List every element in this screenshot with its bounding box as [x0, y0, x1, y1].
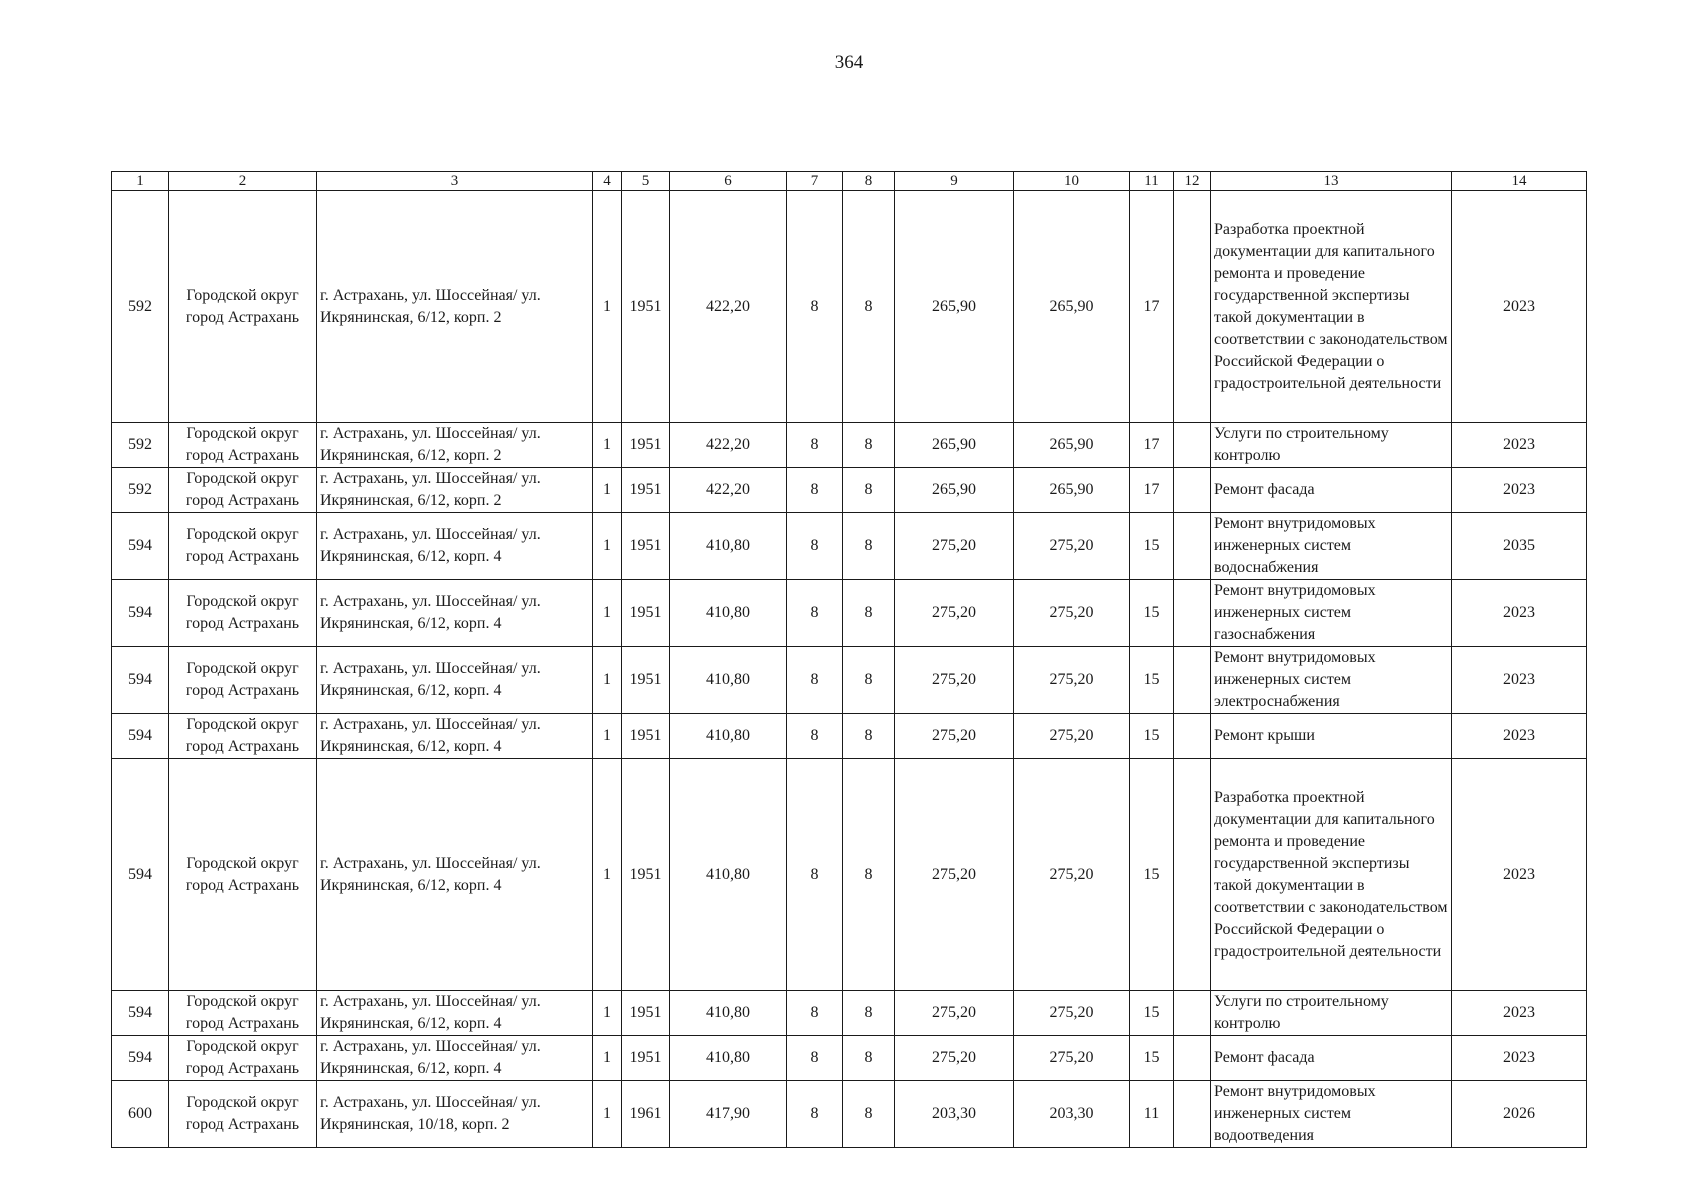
col11-cell: 15	[1130, 647, 1174, 714]
col8-cell: 8	[843, 191, 895, 423]
col-header-4: 4	[593, 172, 622, 191]
municipality-cell: Городской округ город Астрахань	[169, 1081, 317, 1148]
col7-cell: 8	[787, 759, 843, 991]
year-cell: 1951	[622, 759, 670, 991]
col12-cell	[1174, 1036, 1211, 1081]
col9-cell: 275,20	[895, 1036, 1014, 1081]
col6-cell: 410,80	[670, 513, 787, 580]
address-cell: г. Астрахань, ул. Шоссейная/ ул. Икрянинская, 10/18, корп. 2	[317, 1081, 593, 1148]
col8-cell: 8	[843, 423, 895, 468]
col12-cell	[1174, 513, 1211, 580]
plan-year-cell: 2023	[1452, 1036, 1587, 1081]
col10-cell: 275,20	[1014, 647, 1130, 714]
row-number: 592	[112, 191, 169, 423]
row-number: 594	[112, 513, 169, 580]
col12-cell	[1174, 647, 1211, 714]
year-cell: 1951	[622, 580, 670, 647]
row-number: 594	[112, 580, 169, 647]
col9-cell: 203,30	[895, 1081, 1014, 1148]
col-header-9: 9	[895, 172, 1014, 191]
col6-cell: 422,20	[670, 468, 787, 513]
plan-year-cell: 2023	[1452, 991, 1587, 1036]
row-number: 594	[112, 647, 169, 714]
work-type-cell: Разработка проектной документации для капитального ремонта и проведение государственной экспертизы такой документации в соответствии с законодательством Российской Федерации о градостроительной деятельности	[1211, 759, 1452, 991]
col8-cell: 8	[843, 1081, 895, 1148]
table-row	[112, 1081, 1587, 1148]
address-cell: г. Астрахань, ул. Шоссейная/ ул. Икрянинская, 6/12, корп. 2	[317, 191, 593, 423]
col-header-11: 11	[1130, 172, 1174, 191]
table-row	[112, 468, 1587, 513]
year-cell: 1951	[622, 468, 670, 513]
work-type-cell: Ремонт внутридомовых инженерных систем электроснабжения	[1211, 647, 1452, 714]
col7-cell: 8	[787, 513, 843, 580]
col4-cell: 1	[593, 1036, 622, 1081]
col10-cell: 203,30	[1014, 1081, 1130, 1148]
col11-cell: 15	[1130, 714, 1174, 759]
col11-cell: 17	[1130, 423, 1174, 468]
col-header-13: 13	[1211, 172, 1452, 191]
work-type-cell: Ремонт внутридомовых инженерных систем водоотведения	[1211, 1081, 1452, 1148]
year-cell: 1961	[622, 1081, 670, 1148]
col4-cell: 1	[593, 580, 622, 647]
col6-cell: 422,20	[670, 423, 787, 468]
year-cell: 1951	[622, 423, 670, 468]
col8-cell: 8	[843, 1036, 895, 1081]
capital-repair-table	[111, 171, 1587, 1148]
year-cell: 1951	[622, 1036, 670, 1081]
address-cell: г. Астрахань, ул. Шоссейная/ ул. Икрянинская, 6/12, корп. 4	[317, 580, 593, 647]
header-row	[112, 172, 1587, 191]
col11-cell: 15	[1130, 580, 1174, 647]
table-row	[112, 580, 1587, 647]
row-number: 600	[112, 1081, 169, 1148]
col-header-5: 5	[622, 172, 670, 191]
col4-cell: 1	[593, 647, 622, 714]
col11-cell: 15	[1130, 759, 1174, 991]
work-type-cell: Разработка проектной документации для капитального ремонта и проведение государственной экспертизы такой документации в соответствии с законодательством Российской Федерации о градостроительной деятельности	[1211, 191, 1452, 423]
col10-cell: 275,20	[1014, 714, 1130, 759]
col6-cell: 410,80	[670, 1036, 787, 1081]
page-number: 364	[834, 52, 864, 73]
col7-cell: 8	[787, 423, 843, 468]
col6-cell: 410,80	[670, 647, 787, 714]
row-number: 594	[112, 991, 169, 1036]
row-number: 594	[112, 1036, 169, 1081]
col8-cell: 8	[843, 759, 895, 991]
col10-cell: 275,20	[1014, 759, 1130, 991]
col6-cell: 410,80	[670, 580, 787, 647]
municipality-cell: Городской округ город Астрахань	[169, 423, 317, 468]
col-header-12: 12	[1174, 172, 1211, 191]
col8-cell: 8	[843, 580, 895, 647]
row-number: 592	[112, 468, 169, 513]
municipality-cell: Городской округ город Астрахань	[169, 1036, 317, 1081]
col10-cell: 265,90	[1014, 468, 1130, 513]
work-type-cell: Ремонт крыши	[1211, 714, 1452, 759]
address-cell: г. Астрахань, ул. Шоссейная/ ул. Икрянинская, 6/12, корп. 4	[317, 759, 593, 991]
row-number: 594	[112, 714, 169, 759]
work-type-cell: Ремонт внутридомовых инженерных систем водоснабжения	[1211, 513, 1452, 580]
col11-cell: 15	[1130, 1036, 1174, 1081]
col8-cell: 8	[843, 991, 895, 1036]
col12-cell	[1174, 423, 1211, 468]
plan-year-cell: 2023	[1452, 580, 1587, 647]
col7-cell: 8	[787, 1036, 843, 1081]
municipality-cell: Городской округ город Астрахань	[169, 513, 317, 580]
col-header-8: 8	[843, 172, 895, 191]
col11-cell: 15	[1130, 513, 1174, 580]
col-header-7: 7	[787, 172, 843, 191]
col10-cell: 275,20	[1014, 513, 1130, 580]
col7-cell: 8	[787, 714, 843, 759]
municipality-cell: Городской округ город Астрахань	[169, 580, 317, 647]
col9-cell: 275,20	[895, 759, 1014, 991]
col4-cell: 1	[593, 714, 622, 759]
col9-cell: 275,20	[895, 513, 1014, 580]
col12-cell	[1174, 191, 1211, 423]
address-cell: г. Астрахань, ул. Шоссейная/ ул. Икрянинская, 6/12, корп. 4	[317, 647, 593, 714]
col12-cell	[1174, 1081, 1211, 1148]
address-cell: г. Астрахань, ул. Шоссейная/ ул. Икрянинская, 6/12, корп. 2	[317, 468, 593, 513]
col9-cell: 265,90	[895, 468, 1014, 513]
col7-cell: 8	[787, 991, 843, 1036]
col12-cell	[1174, 759, 1211, 991]
col6-cell: 410,80	[670, 714, 787, 759]
col-header-14: 14	[1452, 172, 1587, 191]
plan-year-cell: 2023	[1452, 714, 1587, 759]
col-header-6: 6	[670, 172, 787, 191]
col9-cell: 275,20	[895, 580, 1014, 647]
col4-cell: 1	[593, 423, 622, 468]
year-cell: 1951	[622, 191, 670, 423]
col8-cell: 8	[843, 714, 895, 759]
table-row	[112, 423, 1587, 468]
col7-cell: 8	[787, 468, 843, 513]
col9-cell: 275,20	[895, 991, 1014, 1036]
col12-cell	[1174, 714, 1211, 759]
year-cell: 1951	[622, 714, 670, 759]
col11-cell: 11	[1130, 1081, 1174, 1148]
address-cell: г. Астрахань, ул. Шоссейная/ ул. Икрянинская, 6/12, корп. 2	[317, 423, 593, 468]
col10-cell: 265,90	[1014, 191, 1130, 423]
year-cell: 1951	[622, 991, 670, 1036]
col12-cell	[1174, 991, 1211, 1036]
work-type-cell: Ремонт фасада	[1211, 468, 1452, 513]
municipality-cell: Городской округ город Астрахань	[169, 991, 317, 1036]
plan-year-cell: 2023	[1452, 423, 1587, 468]
work-type-cell: Услуги по строительному контролю	[1211, 991, 1452, 1036]
col9-cell: 275,20	[895, 714, 1014, 759]
col11-cell: 15	[1130, 991, 1174, 1036]
col9-cell: 265,90	[895, 191, 1014, 423]
col4-cell: 1	[593, 468, 622, 513]
col8-cell: 8	[843, 647, 895, 714]
work-type-cell: Ремонт фасада	[1211, 1036, 1452, 1081]
col4-cell: 1	[593, 513, 622, 580]
col-header-3: 3	[317, 172, 593, 191]
municipality-cell: Городской округ город Астрахань	[169, 191, 317, 423]
col7-cell: 8	[787, 1081, 843, 1148]
col6-cell: 417,90	[670, 1081, 787, 1148]
address-cell: г. Астрахань, ул. Шоссейная/ ул. Икрянинская, 6/12, корп. 4	[317, 1036, 593, 1081]
col-header-1: 1	[112, 172, 169, 191]
plan-year-cell: 2026	[1452, 1081, 1587, 1148]
col11-cell: 17	[1130, 468, 1174, 513]
address-cell: г. Астрахань, ул. Шоссейная/ ул. Икрянинская, 6/12, корп. 4	[317, 513, 593, 580]
table-row	[112, 191, 1587, 423]
col4-cell: 1	[593, 191, 622, 423]
plan-year-cell: 2023	[1452, 647, 1587, 714]
col7-cell: 8	[787, 580, 843, 647]
col7-cell: 8	[787, 647, 843, 714]
col10-cell: 275,20	[1014, 580, 1130, 647]
plan-year-cell: 2023	[1452, 468, 1587, 513]
col4-cell: 1	[593, 991, 622, 1036]
col6-cell: 410,80	[670, 991, 787, 1036]
address-cell: г. Астрахань, ул. Шоссейная/ ул. Икрянинская, 6/12, корп. 4	[317, 714, 593, 759]
municipality-cell: Городской округ город Астрахань	[169, 714, 317, 759]
municipality-cell: Городской округ город Астрахань	[169, 759, 317, 991]
col12-cell	[1174, 580, 1211, 647]
col10-cell: 275,20	[1014, 1036, 1130, 1081]
plan-year-cell: 2035	[1452, 513, 1587, 580]
col8-cell: 8	[843, 513, 895, 580]
address-cell: г. Астрахань, ул. Шоссейная/ ул. Икрянинская, 6/12, корп. 4	[317, 991, 593, 1036]
table-row	[112, 714, 1587, 759]
col9-cell: 265,90	[895, 423, 1014, 468]
col6-cell: 422,20	[670, 191, 787, 423]
table-row	[112, 513, 1587, 580]
col10-cell: 275,20	[1014, 991, 1130, 1036]
row-number: 594	[112, 759, 169, 991]
row-number: 592	[112, 423, 169, 468]
plan-year-cell: 2023	[1452, 759, 1587, 991]
col4-cell: 1	[593, 1081, 622, 1148]
col7-cell: 8	[787, 191, 843, 423]
table-row	[112, 991, 1587, 1036]
col-header-2: 2	[169, 172, 317, 191]
col4-cell: 1	[593, 759, 622, 991]
col-header-10: 10	[1014, 172, 1130, 191]
table-row	[112, 759, 1587, 991]
col8-cell: 8	[843, 468, 895, 513]
col10-cell: 265,90	[1014, 423, 1130, 468]
municipality-cell: Городской округ город Астрахань	[169, 468, 317, 513]
year-cell: 1951	[622, 647, 670, 714]
col9-cell: 275,20	[895, 647, 1014, 714]
municipality-cell: Городской округ город Астрахань	[169, 647, 317, 714]
year-cell: 1951	[622, 513, 670, 580]
table-row	[112, 1036, 1587, 1081]
work-type-cell: Услуги по строительному контролю	[1211, 423, 1452, 468]
col12-cell	[1174, 468, 1211, 513]
work-type-cell: Ремонт внутридомовых инженерных систем газоснабжения	[1211, 580, 1452, 647]
table-row	[112, 647, 1587, 714]
plan-year-cell: 2023	[1452, 191, 1587, 423]
col11-cell: 17	[1130, 191, 1174, 423]
col6-cell: 410,80	[670, 759, 787, 991]
